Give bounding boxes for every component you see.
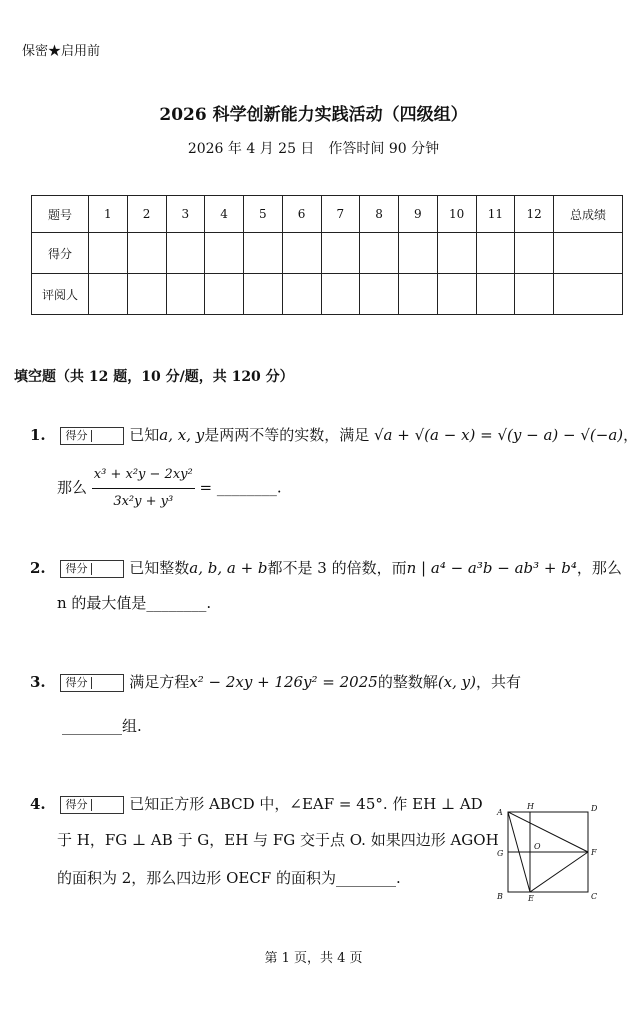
column-header: 10: [437, 196, 476, 233]
confidential-label: 保密★启用前: [22, 44, 101, 59]
question-2-line-1: [30, 555, 622, 581]
column-header: 1: [89, 196, 128, 233]
score-cell: [89, 233, 128, 274]
score-box: [60, 427, 124, 445]
answer-blank[interactable]: = ________.: [199, 478, 282, 497]
question-number: 1.: [30, 426, 46, 444]
score-cell: [244, 233, 283, 274]
score-box-label: 得分: [65, 429, 88, 442]
question-1-line-1: [30, 422, 638, 448]
question-text: 已知整数: [129, 559, 190, 577]
score-cell: [166, 233, 205, 274]
score-cell: [437, 233, 476, 274]
reviewer-cell: [554, 274, 623, 315]
score-table-header-row: [32, 196, 623, 233]
score-box: [60, 560, 124, 578]
math-pair: (x, y): [437, 673, 477, 691]
reviewer-cell: [166, 274, 205, 315]
score-cell: [282, 233, 321, 274]
score-box: [60, 796, 124, 814]
row-header: 题号: [32, 196, 89, 233]
column-header: 2: [127, 196, 166, 233]
question-text: 满足方程: [129, 673, 190, 691]
label-f: F: [591, 848, 597, 857]
question-number: 4.: [30, 795, 46, 813]
score-box: [60, 674, 124, 692]
label-d: D: [591, 804, 598, 813]
question-number: 3.: [30, 673, 46, 691]
column-header: 7: [321, 196, 360, 233]
fraction-denominator: 3x²y + y³: [113, 494, 174, 509]
reviewer-cell: [437, 274, 476, 315]
question-number: 2.: [30, 559, 46, 577]
math-fraction: [92, 462, 195, 515]
question-2-line-2[interactable]: n 的最大值是________.: [57, 594, 212, 612]
reviewer-cell: [89, 274, 128, 315]
reviewer-cell: [321, 274, 360, 315]
score-box-label: 得分: [65, 798, 88, 811]
reviewer-cell: [205, 274, 244, 315]
score-table: [31, 195, 623, 315]
row-header: 评阅人: [32, 274, 89, 315]
reviewer-cell: [360, 274, 399, 315]
column-header: 5: [244, 196, 283, 233]
section-title: 填空题（共 12 题，10 分/题，共 120 分）: [14, 369, 294, 385]
question-text: 是两两不等的实数，满足: [204, 426, 370, 444]
label-o: O: [534, 842, 541, 851]
label-a: A: [497, 808, 503, 817]
question-4-line-3[interactable]: 的面积为 2，那么四边形 OECF 的面积为________.: [57, 869, 401, 887]
label-e: E: [528, 894, 534, 903]
question-4-line-1: [30, 791, 483, 817]
math-equation: √a + √(a − x) = √(y − a) − √(−a): [374, 426, 624, 444]
reviewer-cell: [399, 274, 438, 315]
question-text: ，: [623, 426, 638, 444]
score-cell: [476, 233, 515, 274]
math-equation: x² − 2xy + 126y² = 2025: [189, 673, 378, 691]
question-1-line-2: [57, 462, 282, 515]
score-cell: [399, 233, 438, 274]
label-b: B: [497, 892, 503, 901]
page-footer: 第 1 页，共 4 页: [264, 951, 363, 966]
question-text: 的整数解: [377, 673, 438, 691]
score-row: [32, 233, 623, 274]
question-text: 那么: [57, 478, 88, 497]
label-g: G: [497, 849, 504, 858]
segment-ef: [530, 852, 588, 892]
question-text: 已知正方形 ABCD 中，∠EAF = 45°. 作 EH ⊥ AD: [129, 795, 483, 813]
fraction-numerator: x³ + x²y − 2xy²: [92, 462, 195, 489]
score-cell: [360, 233, 399, 274]
reviewer-cell: [515, 274, 554, 315]
math-vars: a, x, y: [159, 426, 205, 444]
label-c: C: [591, 892, 598, 901]
question-text: ，那么: [576, 559, 622, 577]
exam-date-line: 2026 年 4 月 25 日 作答时间 90 分钟: [187, 141, 440, 157]
square-geometry-figure: [494, 800, 604, 905]
column-header: 8: [360, 196, 399, 233]
column-header: 总成绩: [554, 196, 623, 233]
column-header: 11: [476, 196, 515, 233]
column-header: 6: [282, 196, 321, 233]
math-vars: a, b, a + b: [189, 559, 268, 577]
score-cell: [205, 233, 244, 274]
reviewer-cell: [244, 274, 283, 315]
question-4-line-2: 于 H，FG ⊥ AB 于 G，EH 与 FG 交于点 O. 如果四边形 AGOH: [57, 831, 499, 849]
reviewer-cell: [127, 274, 166, 315]
label-h: H: [527, 802, 534, 811]
reviewer-cell: [282, 274, 321, 315]
question-3-line-1: [30, 669, 521, 695]
question-text: ，共有: [476, 673, 522, 691]
score-box-label: 得分: [65, 676, 88, 689]
score-cell: [515, 233, 554, 274]
score-cell: [321, 233, 360, 274]
reviewer-row: [32, 274, 623, 315]
reviewer-cell: [476, 274, 515, 315]
question-3-line-2[interactable]: ________组.: [62, 717, 142, 735]
question-text: 已知: [129, 426, 160, 444]
score-cell: [554, 233, 623, 274]
column-header: 9: [399, 196, 438, 233]
column-header: 12: [515, 196, 554, 233]
segment-af: [508, 812, 588, 852]
score-box-label: 得分: [65, 562, 88, 575]
row-header: 得分: [32, 233, 89, 274]
exam-title: 2026 科学创新能力实践活动（四级组）: [159, 105, 468, 125]
column-header: 3: [166, 196, 205, 233]
score-cell: [127, 233, 166, 274]
math-expression: n | a⁴ − a³b − ab³ + b⁴: [406, 559, 577, 577]
column-header: 4: [205, 196, 244, 233]
question-text: 都不是 3 的倍数，而: [267, 559, 407, 577]
